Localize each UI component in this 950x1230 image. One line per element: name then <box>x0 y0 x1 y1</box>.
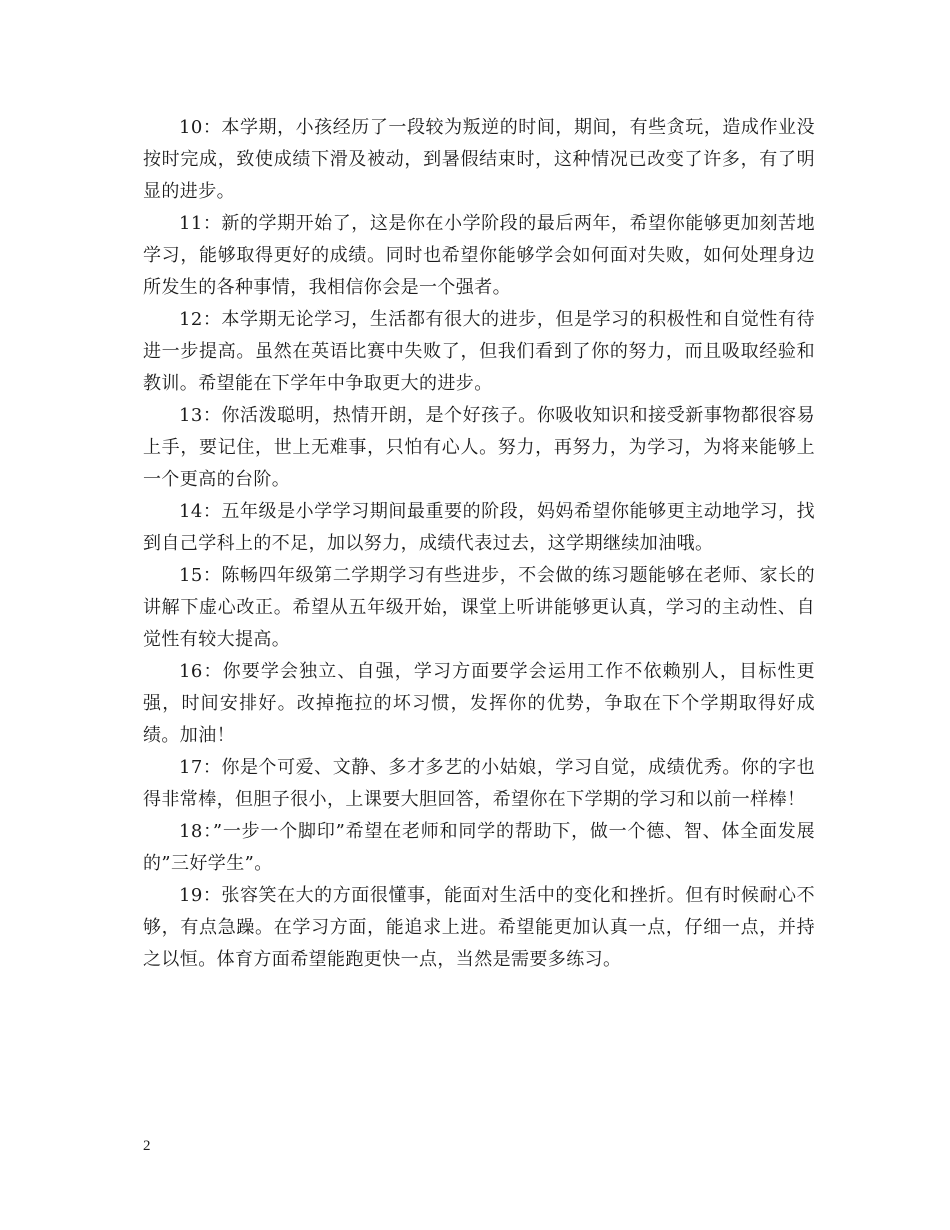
document-body <box>143 112 815 976</box>
page-number: 2 <box>143 1138 151 1154</box>
paragraph-19: 19：张容笑在大的方面很懂事，能面对生活中的变化和挫折。但有时候耐心不够，有点急躁。在学习方面，能追求上进。希望能更加认真一点，仔细一点，并持之以恒。体育方面希望能跑更快一点，当然是需要多练习。 <box>143 885 815 970</box>
paragraph-15: 15：陈畅四年级第二学期学习有些进步，不会做的练习题能够在老师、家长的讲解下虚心改正。希望从五年级开始，课堂上听讲能够更认真，学习的主动性、自觉性有较大提高。 <box>143 565 815 650</box>
paragraph-14: 14：五年级是小学学习期间最重要的阶段，妈妈希望你能够更主动地学习，找到自己学科上的不足，加以努力，成绩代表过去，这学期继续加油哦。 <box>143 501 815 554</box>
paragraph-13: 13：你活泼聪明，热情开朗，是个好孩子。你吸收知识和接受新事物都很容易上手，要记住，世上无难事，只怕有心人。努力，再努力，为学习，为将来能够上一个更高的台阶。 <box>143 405 815 490</box>
paragraph-11: 11：新的学期开始了，这是你在小学阶段的最后两年，希望你能够更加刻苦地学习，能够取得更好的成绩。同时也希望你能够学会如何面对失败，如何处理身边所发生的各种事情，我相信你会是一个强者。 <box>143 213 815 298</box>
paragraph-10: 10：本学期，小孩经历了一段较为叛逆的时间，期间，有些贪玩，造成作业没按时完成，致使成绩下滑及被动，到暑假结束时，这种情况已改变了许多，有了明显的进步。 <box>143 117 815 202</box>
paragraph-18: 18：”一步一个脚印”希望在老师和同学的帮助下，做一个德、智、体全面发展的”三好学生”。 <box>143 821 815 874</box>
paragraph-17: 17：你是个可爱、文静、多才多艺的小姑娘，学习自觉，成绩优秀。你的字也得非常棒，但胆子很小，上课要大胆回答，希望你在下学期的学习和以前一样棒！ <box>143 757 815 810</box>
paragraph-12: 12：本学期无论学习，生活都有很大的进步，但是学习的积极性和自觉性有待进一步提高。虽然在英语比赛中失败了，但我们看到了你的努力，而且吸取经验和教训。希望能在下学年中争取更大的进步。 <box>143 309 815 394</box>
paragraph-16: 16：你要学会独立、自强，学习方面要学会运用工作不依赖别人，目标性更强，时间安排好。改掉拖拉的坏习惯，发挥你的优势，争取在下个学期取得好成绩。加油！ <box>143 661 815 746</box>
